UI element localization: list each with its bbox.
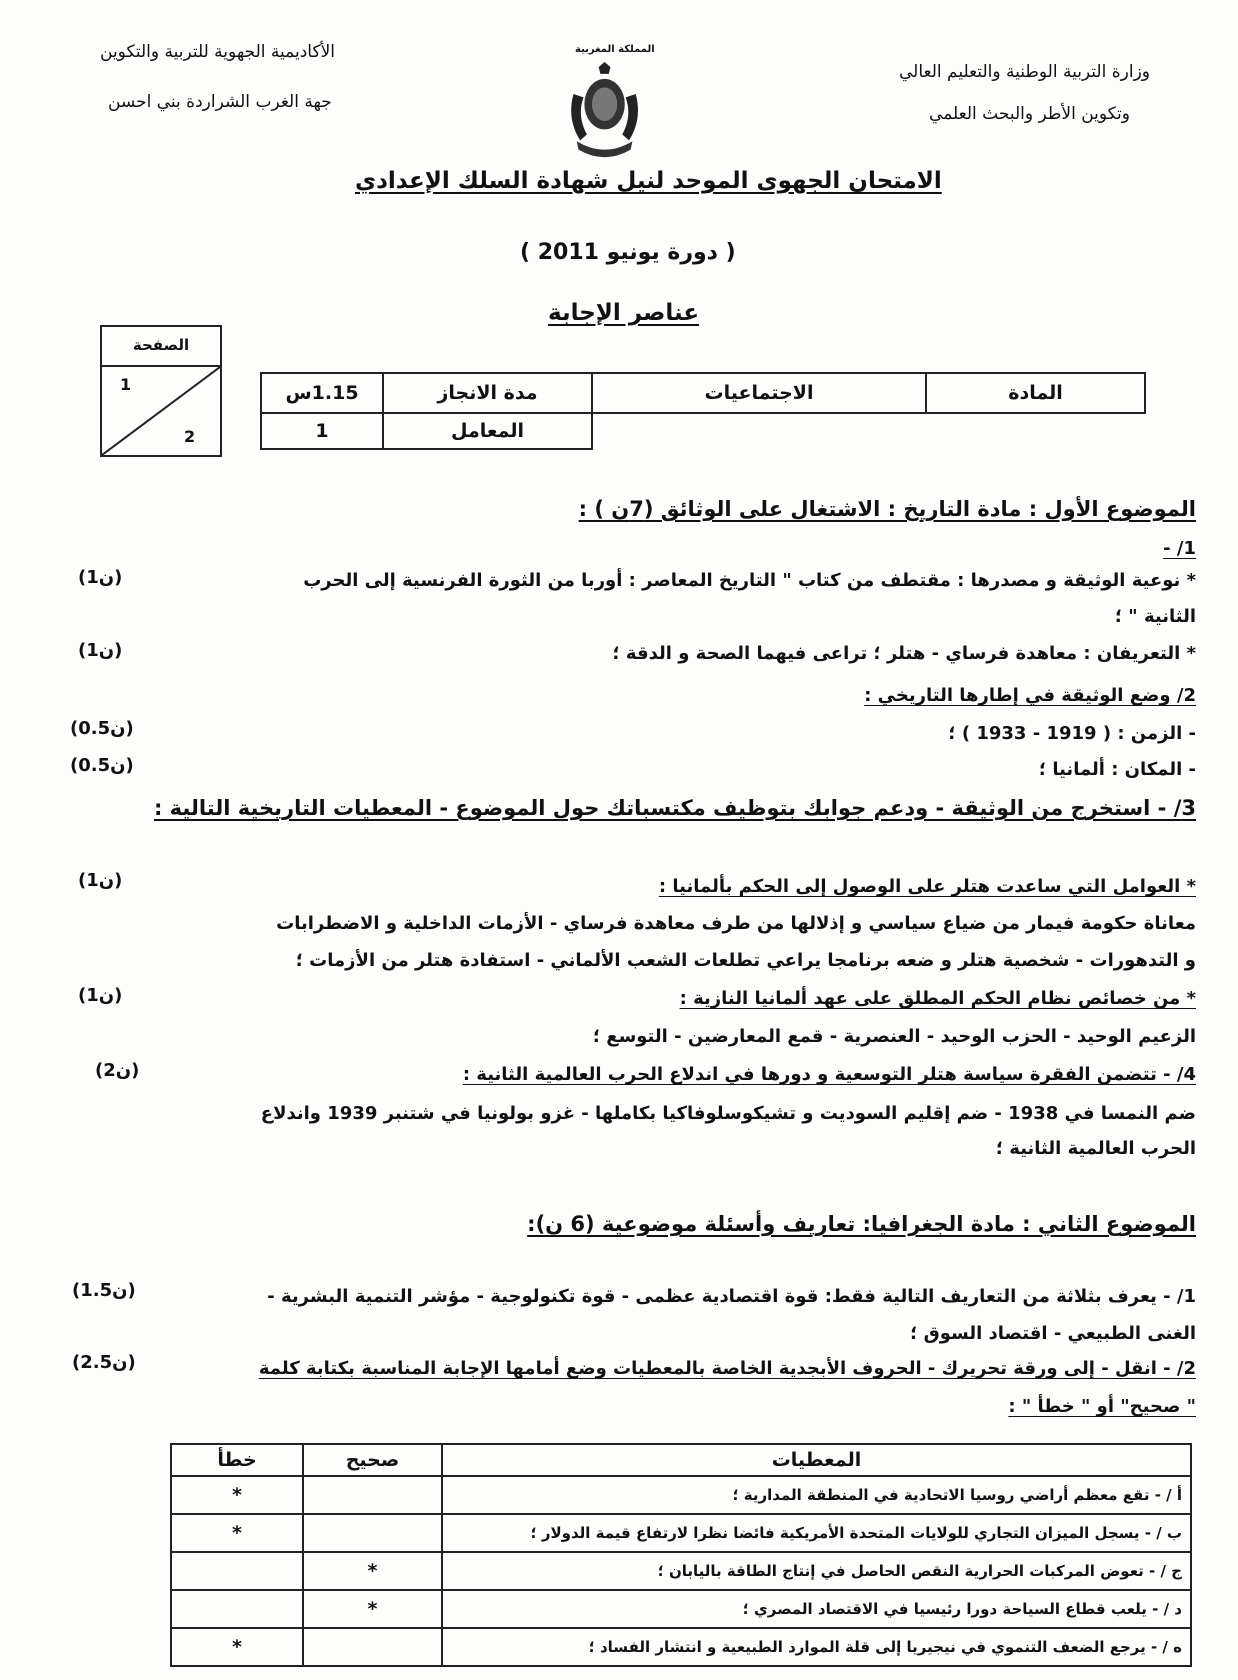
answer-key-subtitle: عناصر الإجابة bbox=[548, 300, 700, 326]
geo-question-2-cont: " صحيح" أو " خطأ " : bbox=[1008, 1396, 1196, 1417]
question-2-heading: 2/ وضع الوثيقة في إطارها التاريخي : bbox=[864, 685, 1196, 706]
geo-question-1: 1/ - يعرف بثلاثة من التعاريف التالية فقط: قوة اقتصادية عظمى - قوة تكنولوجية - مؤشر التنمية البشرية - bbox=[267, 1286, 1196, 1307]
header-false: خطأ bbox=[171, 1444, 303, 1476]
answer-line: الغنى الطبيعي - اقتصاد السوق ؛ bbox=[910, 1323, 1196, 1344]
statement-text: د / - يلعب قطاع السياحة دورا رئيسيا في الاقتصاد المصري ؛ bbox=[442, 1590, 1191, 1628]
page-total: 2 bbox=[184, 427, 196, 446]
emblem-caption: المملكة المغربية bbox=[575, 44, 655, 55]
table-row bbox=[171, 1514, 1191, 1552]
score-label: (2.5ن) bbox=[72, 1352, 136, 1373]
subject-value: الاجتماعيات bbox=[592, 373, 926, 413]
statement-text: ه / - يرجع الضعف التنموي في نيجيريا إلى قلة الموارد الطبيعية و انتشار الفساد ؛ bbox=[442, 1628, 1191, 1666]
page-label: الصفحة bbox=[102, 327, 220, 367]
answer-line: ضم النمسا في 1938 - ضم إقليم السوديت و تشيكوسلوفاكيا بكاملها - غزو بولونيا في شتنبر 1939 واندلاع bbox=[260, 1103, 1196, 1124]
table-row bbox=[171, 1552, 1191, 1590]
false-mark: * bbox=[171, 1628, 303, 1666]
true-mark: * bbox=[303, 1552, 442, 1590]
header-statements: المعطيات bbox=[442, 1444, 1191, 1476]
statement-text: ب / - يسجل الميزان التجاري للولايات المتحدة الأمريكية فائضا نظرا لارتفاع قيمة الدولار ؛ bbox=[442, 1514, 1191, 1552]
answer-line: - المكان : ألمانيا ؛ bbox=[1038, 759, 1196, 780]
coefficient-value: 1 bbox=[261, 413, 383, 449]
page-number-box bbox=[100, 325, 222, 457]
answer-line: الثانية " ؛ bbox=[1114, 606, 1196, 627]
answer-line: و التدهورات - شخصية هتلر و ضعه برنامجا يراعي تطلعات الشعب الألماني - استفادة هتلر من الأزمات ؛ bbox=[295, 950, 1196, 971]
coefficient-label: المعامل bbox=[383, 413, 592, 449]
answer-line: معاناة حكومة فيمار من ضياع سياسي و إذلالها من طرف معاهدة فرساي - الأزمات الداخلية و الاضطرابات bbox=[276, 913, 1196, 934]
score-label: (1ن) bbox=[78, 870, 123, 891]
duration-value: 1.15س bbox=[261, 373, 383, 413]
true-mark: * bbox=[303, 1590, 442, 1628]
score-label: (0.5ن) bbox=[70, 755, 134, 776]
header-true: صحيح bbox=[303, 1444, 442, 1476]
question-3-heading: 3/ - استخرج من الوثيقة - ودعم جوابك بتوظيف مكتسباتك حول الموضوع - المعطيات التاريخية التالية : bbox=[153, 796, 1196, 820]
table-row bbox=[171, 1628, 1191, 1666]
academy-name-line2: جهة الغرب الشراردة بني احسن bbox=[108, 92, 332, 112]
moroccan-coat-of-arms-emblem bbox=[565, 58, 645, 168]
answer-line: الحرب العالمية الثانية ؛ bbox=[995, 1138, 1196, 1159]
ministry-name-line2: وتكوين الأطر والبحث العلمي bbox=[929, 104, 1130, 124]
true-false-table bbox=[170, 1443, 1192, 1667]
answer-line: * التعريفان : معاهدة فرساي - هتلر ؛ تراعى فيهما الصحة و الدقة ؛ bbox=[612, 643, 1196, 664]
score-label: (1ن) bbox=[78, 985, 123, 1006]
table-row bbox=[171, 1590, 1191, 1628]
false-mark bbox=[171, 1552, 303, 1590]
score-label: (1ن) bbox=[78, 567, 123, 588]
section-2-heading: الموضوع الثاني : مادة الجغرافيا: تعاريف وأسئلة موضوعية (6 ن): bbox=[527, 1212, 1196, 1236]
statement-text: ج / - تعوض المركبات الحرارية النقص الحاصل في إنتاج الطاقة باليابان ؛ bbox=[442, 1552, 1191, 1590]
exam-session: ( دورة يونيو 2011 ) bbox=[520, 240, 736, 265]
academy-name-line1: الأكاديمية الجهوية للتربية والتكوين bbox=[100, 42, 335, 62]
subject-label: المادة bbox=[926, 373, 1145, 413]
sub-question-heading: * العوامل التي ساعدت هتلر على الوصول إلى الحكم بألمانيا : bbox=[658, 876, 1196, 897]
exam-title: الامتحان الجهوى الموحد لنيل شهادة السلك الإعدادي bbox=[355, 168, 942, 194]
answer-line: - الزمن : ( 1919 - 1933 ) ؛ bbox=[948, 723, 1196, 744]
duration-label: مدة الانجاز bbox=[383, 373, 592, 413]
question-1-label: 1/ - bbox=[1163, 538, 1196, 559]
score-label: (0.5ن) bbox=[70, 718, 134, 739]
true-mark bbox=[303, 1514, 442, 1552]
geo-question-2: 2/ - انقل - إلى ورقة تحريرك - الحروف الأبجدية الخاصة بالمعطيات وضع أمامها الإجابة المناسبة بكتابة كلمة bbox=[258, 1358, 1196, 1379]
false-mark bbox=[171, 1590, 303, 1628]
true-mark bbox=[303, 1476, 442, 1514]
statement-text: أ / - تقع معظم أراضي روسيا الاتحادية في المنطقة المدارية ؛ bbox=[442, 1476, 1191, 1514]
score-label: (1.5ن) bbox=[72, 1280, 136, 1301]
exam-info-table bbox=[260, 372, 1146, 450]
section-1-heading: الموضوع الأول : مادة التاريخ : الاشتغال على الوثائق (7ن ) : bbox=[578, 497, 1196, 521]
false-mark: * bbox=[171, 1476, 303, 1514]
ministry-name-line1: وزارة التربية الوطنية والتعليم العالي bbox=[899, 62, 1150, 82]
empty-cell bbox=[592, 413, 1145, 449]
table-row bbox=[171, 1476, 1191, 1514]
score-label: (1ن) bbox=[78, 640, 123, 661]
true-mark bbox=[303, 1628, 442, 1666]
question-4-heading: 4/ - تتضمن الفقرة سياسة هتلر التوسعية و دورها في اندلاع الحرب العالمية الثانية : bbox=[462, 1064, 1196, 1085]
page-current: 1 bbox=[120, 375, 132, 394]
sub-question-heading: * من خصائص نظام الحكم المطلق على عهد ألمانيا النازية : bbox=[679, 988, 1196, 1009]
answer-line: * نوعية الوثيقة و مصدرها : مقتطف من كتاب " التاريخ المعاصر : أوربا من الثورة الفرنسية إلى الحرب bbox=[303, 570, 1196, 591]
score-label: (2ن) bbox=[95, 1060, 140, 1081]
answer-line: الزعيم الوحيد - الحزب الوحيد - العنصرية - قمع المعارضين - التوسع ؛ bbox=[592, 1026, 1196, 1047]
false-mark: * bbox=[171, 1514, 303, 1552]
